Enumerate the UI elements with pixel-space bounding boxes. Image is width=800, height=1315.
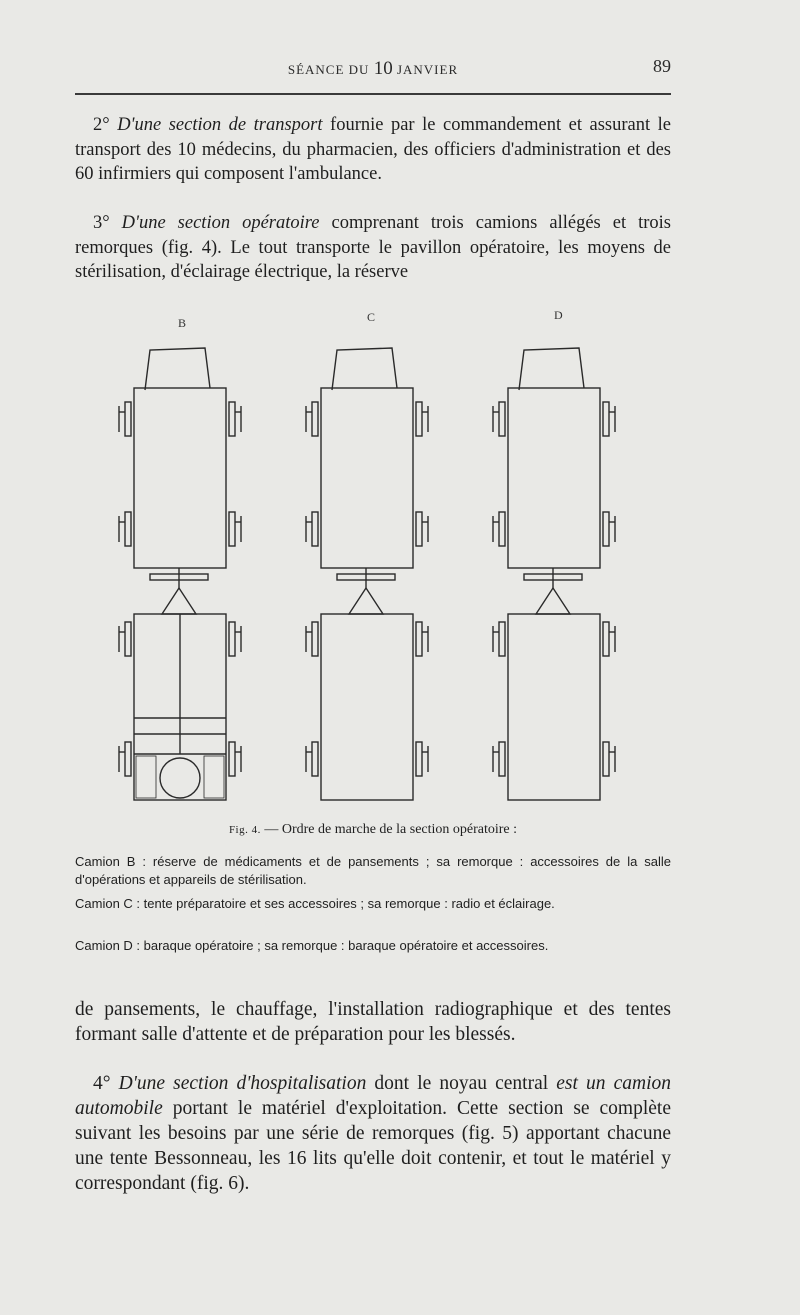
truck-b-front-right-wheel: [229, 402, 235, 436]
running-title-pre: SÉANCE DU: [287, 62, 374, 77]
truck-d-trailer-body: [508, 614, 600, 800]
truck-c-rear-left-wheel: [312, 512, 318, 546]
truck-d-tow-bar: [536, 588, 570, 614]
truck-c-truck-body: [321, 388, 413, 568]
truck-c-trailer-front-left-wheel: [312, 622, 318, 656]
legend-truck-c: Camion C : tente préparatoire et ses accessoires ; sa remorque : radio et éclairage.: [75, 896, 555, 911]
truck-b-rear-left-wheel: [125, 512, 131, 546]
legend-truck-b: Camion B : réserve de médicaments et de pansements ; sa remorque : accessoires de la salle d'opérations et appareils de stérilisation.: [75, 854, 671, 887]
truck-b-trailer-rear-left-wheel: [125, 742, 131, 776]
truck-d-rear-right-wheel: [603, 512, 609, 546]
truck-label-d: D: [554, 308, 563, 322]
truck-c-cab: [332, 348, 397, 390]
running-title-number: 10: [373, 58, 393, 79]
paragraph-operating-section: [75, 211, 671, 285]
paragraph-italic: est un camion automobile: [75, 1073, 671, 1119]
section-title: D'une section d'hospitalisation: [118, 1073, 367, 1094]
truck-d-truck-body: [508, 388, 600, 568]
truck-b-truck-body: [134, 388, 226, 568]
truck-b-trailer-front-left-wheel: [125, 622, 131, 656]
paragraph-hospitalisation-section: [75, 1071, 671, 1196]
figure-caption: [75, 822, 671, 838]
truck-c-trailer-rear-left-wheel: [312, 742, 318, 776]
truck-c-front-right-wheel: [416, 402, 422, 436]
truck-d-trailer-front-right-wheel: [603, 622, 609, 656]
paragraph-number: 4°: [93, 1073, 111, 1094]
paragraph-text: dont le noyau central: [366, 1073, 557, 1094]
truck-c-front-left-wheel: [312, 402, 318, 436]
truck-b-trailer-rear-right-wheel: [229, 742, 235, 776]
figure-4-truck-diagram: [110, 300, 630, 820]
truck-b-storage-box-left: [136, 756, 156, 798]
header-rule: [75, 93, 671, 95]
page-number: 89: [653, 56, 671, 76]
truck-d-trailer-rear-left-wheel: [499, 742, 505, 776]
truck-d-rear-left-wheel: [499, 512, 505, 546]
truck-b-front-left-wheel: [125, 402, 131, 436]
truck-b-tow-bar: [162, 588, 196, 614]
paragraph-text: fournie par le commandement et assurant le transport des 10 médecins, du pharmacien, des officiers d'administration et des 60 infirmiers qui composent l'ambulance.: [75, 115, 672, 184]
section-title: D'une section opératoire: [121, 213, 320, 233]
figure-number: Fig. 4.: [228, 824, 261, 836]
truck-label-c: C: [367, 310, 376, 324]
paragraph-continuation: de pansements, le chauffage, l'installation radiographique et des tentes formant salle d'attente et de préparation pour les blessés.: [75, 999, 671, 1045]
paragraph-number: 3°: [93, 213, 110, 233]
truck-c-trailer-body: [321, 614, 413, 800]
caption-text: — Ordre de marche de la section opératoire :: [260, 822, 518, 837]
truck-label-b: B: [178, 316, 187, 330]
truck-d-front-left-wheel: [499, 402, 505, 436]
paragraph-text: comprenant trois camions allégés et trois remorques (fig. 4). Le tout transporte le pavillon opératoire, les moyens de stérilisation, d'éclairage électrique, la réserve: [75, 213, 671, 282]
truck-d-front-right-wheel: [603, 402, 609, 436]
page-header: [75, 54, 671, 82]
truck-c-rear-right-wheel: [416, 512, 422, 546]
truck-b-trailer-front-right-wheel: [229, 622, 235, 656]
truck-b-rear-right-wheel: [229, 512, 235, 546]
paragraph-transport-section: [75, 113, 671, 187]
running-title: [75, 58, 671, 80]
truck-drawings: [110, 300, 630, 820]
truck-c-trailer-rear-right-wheel: [416, 742, 422, 776]
legend-truck-d: Camion D : baraque opératoire ; sa remorque : baraque opératoire et accessoires.: [75, 938, 549, 953]
running-title-post: JANVIER: [392, 62, 459, 77]
truck-d-trailer-rear-right-wheel: [603, 742, 609, 776]
truck-b-cab: [145, 348, 210, 390]
section-title: D'une section de transport: [117, 115, 323, 135]
truck-c-trailer-front-right-wheel: [416, 622, 422, 656]
truck-b-storage-box-right: [204, 756, 224, 798]
truck-b-sterilizer-drum: [160, 758, 200, 798]
truck-d-cab: [519, 348, 584, 390]
paragraph-text-2: portant le matériel d'exploitation. Cette section se complète suivant les besoins par une série de remorques (fig. 5) apportant chacune une tente Bessonneau, les 16 lits qu'elle doit contenir, et tout le matériel y correspondant (fig. 6).: [75, 1098, 671, 1194]
truck-c-tow-bar: [349, 588, 383, 614]
paragraph-number: 2°: [93, 115, 110, 135]
truck-d-trailer-front-left-wheel: [499, 622, 505, 656]
